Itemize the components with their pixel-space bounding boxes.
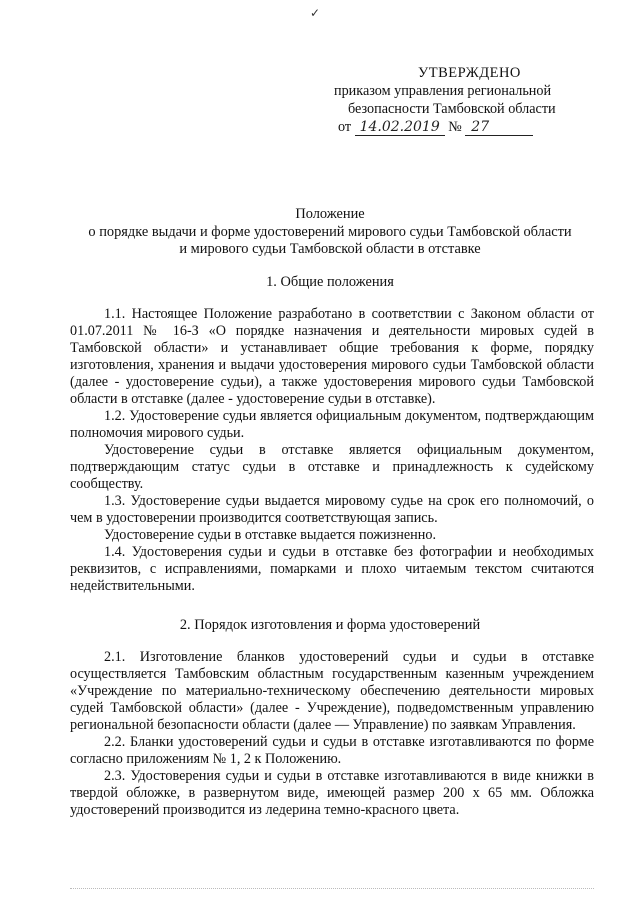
approval-line-2: безопасности Тамбовской области bbox=[348, 101, 556, 117]
section-1-heading: 1. Общие положения bbox=[266, 274, 394, 290]
document-title bbox=[60, 206, 600, 259]
page-bottom-divider bbox=[70, 888, 594, 889]
paragraph-1-4: 1.4. Удостоверения судьи и судьи в отставке без фотографии и необходимых реквизитов, с исправлениями, помарками и плохо читаемым текстом считаются недействительными. bbox=[70, 544, 594, 594]
paragraph-1-2b: Удостоверение судьи в отставке является официальным документом, подтверждающим статус судьи в отставке и принадлежность к судейскому сообществу. bbox=[70, 442, 594, 492]
title-line-3: и мирового судьи Тамбовской области в отставке bbox=[179, 241, 481, 257]
paragraph-2-3: 2.3. Удостоверения судьи и судьи в отставке изготавливаются в виде книжки в твердой обложке, в развернутом виде, имеющей размер 200 x 65 мм. Обложка удостоверений производится из ледерина темно-красного цвета. bbox=[70, 768, 594, 818]
date-prefix: от bbox=[338, 119, 352, 135]
paragraph-1-2: 1.2. Удостоверение судьи является официальным документом, подтверждающим полномочия мирового судьи. bbox=[70, 408, 594, 441]
section-2-body bbox=[70, 649, 594, 819]
approval-line-1: приказом управления региональной bbox=[334, 83, 552, 99]
section-1-body bbox=[70, 306, 594, 595]
paragraph-2-1: 2.1. Изготовление бланков удостоверений судьи и судьи в отставке осуществляется Тамбовским областным государственным казенным учреждением «Учреждение по материально-техническому обеспечению деятельности мировых судей Тамбовской области» (далее - Учреждение), подведомственным управлению региональной безопасности области (далее — Управление) по заявкам Управления. bbox=[70, 649, 594, 733]
paragraph-2-2: 2.2. Бланки удостоверений судьи и судьи в отставке изготавливаются по форме согласно приложениям № 1, 2 к Положению. bbox=[70, 734, 594, 767]
paragraph-1-1: 1.1. Настоящее Положение разработано в соответствии с Законом области от 01.07.2011 № 16-З «О порядке назначения и деятельности мировых судей в Тамбовской области» и устанавливает общие требования к форме, порядку изготовления, хранения и выдачи удостоверения мирового судьи Тамбовской области (далее - удостоверение судьи), а также удостоверения мирового судьи Тамбовской области в отставке (далее - удостоверение судьи в отставке). bbox=[70, 306, 594, 407]
title-line-1: Положение bbox=[295, 206, 365, 222]
approval-date: 14.02.2019 bbox=[355, 120, 445, 136]
number-prefix: № bbox=[448, 119, 462, 135]
title-line-2: о порядке выдачи и форме удостоверений мирового судьи Тамбовской области bbox=[88, 223, 572, 240]
approval-date-line bbox=[334, 118, 594, 136]
paragraph-1-3b: Удостоверение судьи в отставке выдается пожизненно. bbox=[104, 527, 437, 543]
approval-number: 27 bbox=[465, 120, 533, 136]
paragraph-1-3: 1.3. Удостоверение судьи выдается мировому судье на срок его полномочий, о чем в удостоверении производится соответствующая запись. bbox=[70, 493, 594, 526]
approval-stamp bbox=[334, 64, 594, 136]
check-mark-icon: ✓ bbox=[310, 6, 321, 20]
section-2-heading: 2. Порядок изготовления и форма удостоверений bbox=[179, 617, 481, 633]
approval-title: УТВЕРЖДЕНО bbox=[418, 65, 521, 81]
